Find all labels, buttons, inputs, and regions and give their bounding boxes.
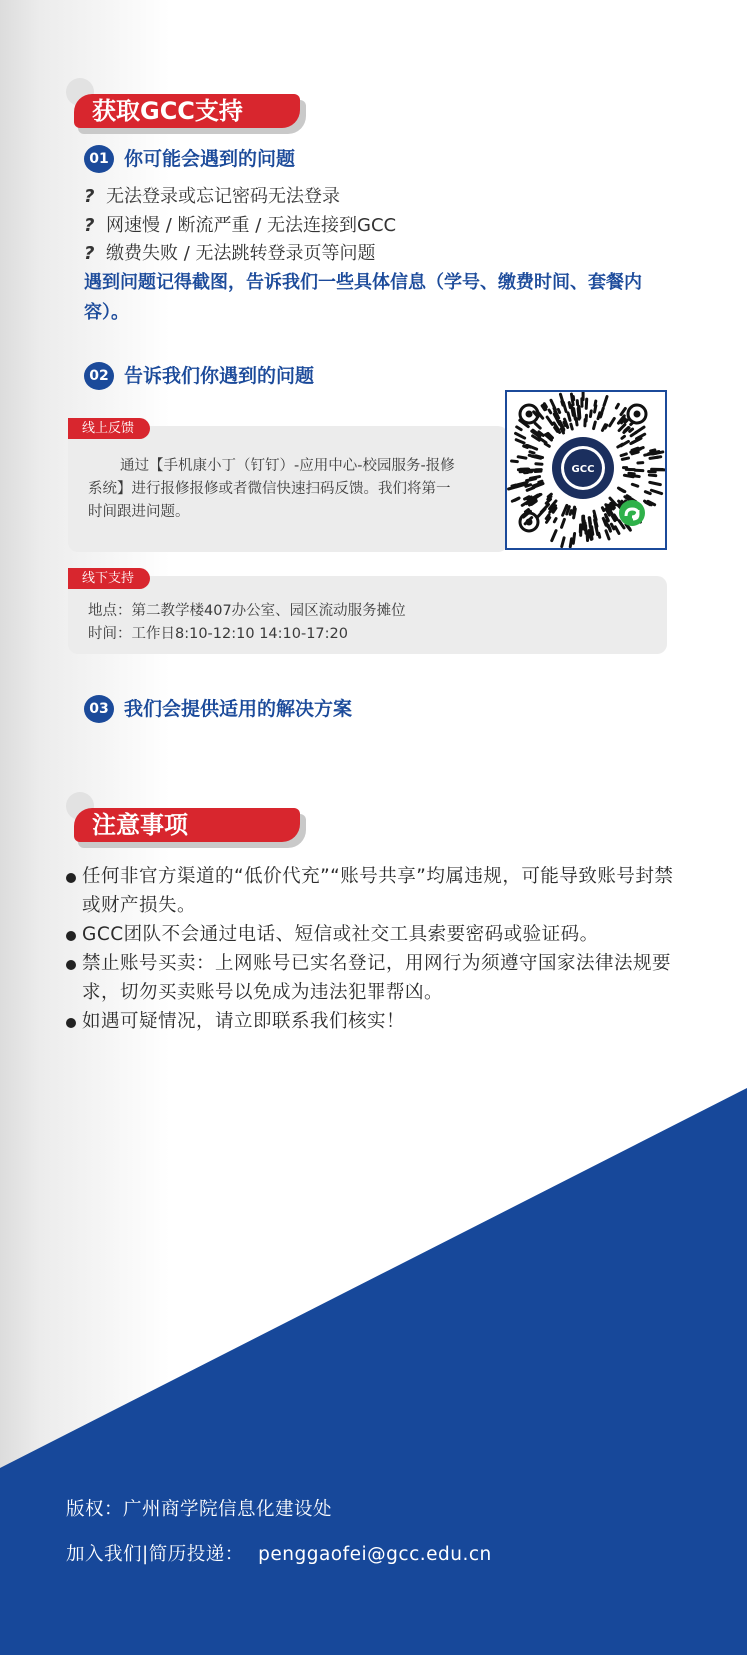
problem-item: ? 无法登录或忘记密码无法登录 bbox=[84, 184, 340, 210]
notice-item: 如遇可疑情况，请立即联系我们核实！ bbox=[66, 1007, 686, 1036]
support-section-banner bbox=[66, 78, 308, 134]
notice-section-title: 注意事项 bbox=[92, 811, 188, 839]
qr-logo-text: GCC bbox=[571, 464, 595, 475]
wechat-qr-code[interactable] bbox=[505, 390, 667, 550]
notice-item: 任何非官方渠道的“低价代充”“账号共享”均属违规，可能导致账号封禁或财产损失。 bbox=[66, 862, 686, 920]
qr-code-graphic bbox=[507, 392, 665, 548]
offline-location-text: 地点：第二教学楼407办公室、园区流动服务摊位 bbox=[88, 603, 406, 619]
notice-item: GCC团队不会通过电话、短信或社交工具索要密码或验证码。 bbox=[66, 920, 686, 949]
copyright-text: 版权：广州商学院信息化建设处 bbox=[66, 1499, 333, 1520]
support-section-title: 获取GCC支持 bbox=[92, 97, 243, 125]
step-1-number: 01 bbox=[84, 145, 114, 173]
notice-section-banner bbox=[66, 792, 308, 848]
offline-support-tag: 线下支持 bbox=[68, 568, 150, 589]
step-1-label: 你可能会遇到的问题 bbox=[124, 148, 296, 170]
step-3-label: 我们会提供适用的解决方案 bbox=[124, 698, 353, 720]
question-mark-icon: ? bbox=[84, 215, 95, 236]
online-feedback-tag: 线上反馈 bbox=[68, 418, 150, 439]
offline-hours-text: 时间：工作日8:10-12:10 14:10-17:20 bbox=[88, 626, 348, 642]
screenshot-reminder-note: 遇到问题记得截图，告诉我们一些具体信息（学号、缴费时间、套餐内容）。 bbox=[84, 272, 642, 323]
step-2-label: 告诉我们你遇到的问题 bbox=[124, 365, 315, 387]
question-mark-icon: ? bbox=[84, 186, 95, 207]
step-3-number: 03 bbox=[84, 695, 114, 723]
step-2-number: 02 bbox=[84, 362, 114, 390]
notice-item: 禁止账号买卖：上网账号已实名登记，用网行为须遵守国家法律法规要求，切勿买卖账号以免成为违法犯罪帮凶。 bbox=[66, 949, 686, 1007]
bullet-icon bbox=[66, 873, 76, 883]
question-mark-icon: ? bbox=[84, 243, 95, 264]
resume-email-link[interactable]: penggaofei@gcc.edu.cn bbox=[258, 1544, 492, 1565]
bullet-icon bbox=[66, 1018, 76, 1028]
join-us-label: 加入我们|简历投递： bbox=[66, 1544, 244, 1565]
online-feedback-text: 通过【手机康小丁（钉钉）-应用中心-校园服务-报修系统】进行报修报修或者微信快速扫码反馈。我们将第一时间跟进问题。 bbox=[88, 458, 455, 520]
problem-item: ? 网速慢 / 断流严重 / 无法连接到GCC bbox=[84, 213, 396, 239]
bullet-icon bbox=[66, 960, 76, 970]
bullet-icon bbox=[66, 931, 76, 941]
notice-list bbox=[66, 862, 686, 1036]
problem-item: ? 缴费失败 / 无法跳转登录页等问题 bbox=[84, 241, 376, 267]
join-us-line bbox=[66, 1541, 492, 1569]
